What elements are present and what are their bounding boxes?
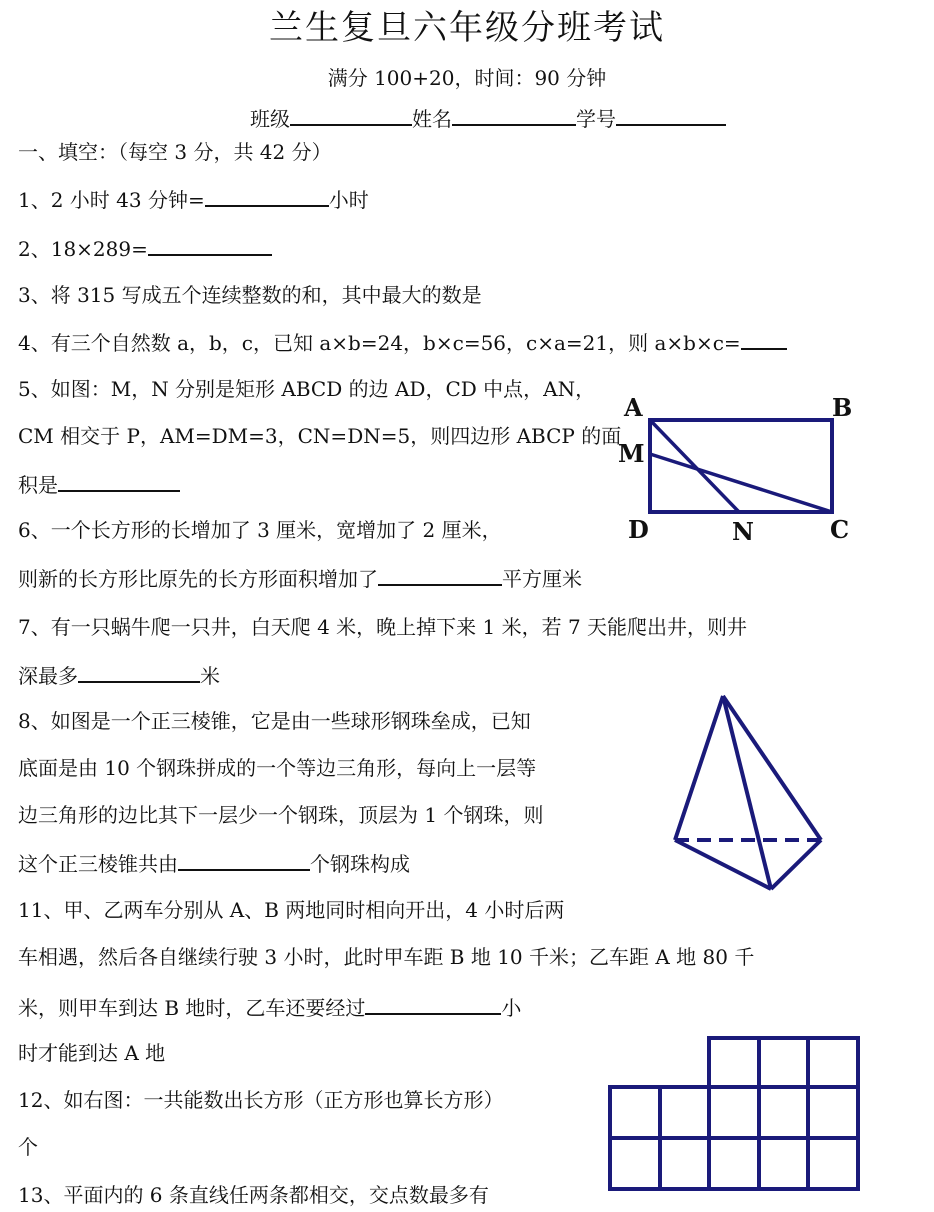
q4-answer-blank[interactable] <box>741 326 787 350</box>
class-label: 班级 <box>250 107 290 131</box>
question-5-line-3 <box>18 468 180 500</box>
question-8-line-1: 8、如图是一个正三棱锥，它是由一些球形钢珠垒成，已知 <box>18 709 531 733</box>
question-8-line-4 <box>18 847 410 879</box>
base-edge-front-left <box>675 840 771 889</box>
question-13: 13、平面内的 6 条直线任两条都相交，交点数最多有 <box>18 1183 489 1207</box>
id-label: 学号 <box>576 107 616 131</box>
q2-text: 2、18×289= <box>18 237 148 261</box>
q5-text: 积是 <box>18 473 58 497</box>
grid-upper-block <box>709 1038 858 1087</box>
grid-figure <box>600 1030 870 1200</box>
question-4 <box>18 326 787 358</box>
question-11-line-3 <box>18 991 521 1023</box>
pyramid-figure <box>660 688 840 898</box>
name-blank[interactable] <box>452 102 576 126</box>
q7-unit: 米 <box>200 664 220 688</box>
label-m: M <box>618 439 645 468</box>
q1-unit: 小时 <box>328 188 369 212</box>
q11-text: 米，则甲车到达 B 地时，乙车还要经过 <box>18 996 366 1020</box>
question-8-line-2: 底面是由 10 个钢珠拼成的一个等边三角形，每向上一层等 <box>18 756 537 780</box>
q6-answer-blank[interactable] <box>378 562 502 586</box>
rectangle-figure <box>600 390 880 550</box>
question-2 <box>18 232 272 264</box>
id-blank[interactable] <box>616 102 726 126</box>
q8-answer-blank[interactable] <box>178 847 310 871</box>
q2-answer-blank[interactable] <box>148 232 272 256</box>
q6-unit: 平方厘米 <box>502 567 582 591</box>
question-11-line-1: 11、甲、乙两车分别从 A、B 两地同时相向开出，4 小时后两 <box>18 898 565 922</box>
question-11-line-2: 车相遇，然后各自继续行驶 3 小时，此时甲车距 B 地 10 千米；乙车距 A 地 80 千 <box>18 945 755 969</box>
q1-answer-blank[interactable] <box>205 183 329 207</box>
segment-an <box>650 420 739 512</box>
q1-text: 1、2 小时 43 分钟= <box>18 188 205 212</box>
exam-subtitle: 满分 100+20，时间：90 分钟 <box>327 66 607 90</box>
question-5-line-2: CM 相交于 P，AM=DM=3，CN=DN=5，则四边形 ABCP 的面 <box>18 424 622 448</box>
student-info-row <box>250 102 726 134</box>
question-7-line-2 <box>18 659 220 691</box>
segment-cm <box>650 454 832 512</box>
base-edge-front-right <box>771 840 821 889</box>
q7-answer-blank[interactable] <box>78 659 200 683</box>
label-d: D <box>628 515 649 544</box>
question-12-line-2: 个 <box>18 1135 38 1159</box>
question-8-line-3: 边三角形的边比其下一层少一个钢珠，顶层为 1 个钢珠，则 <box>18 803 544 827</box>
label-c: C <box>830 515 850 544</box>
label-a: A <box>624 393 643 422</box>
label-n: N <box>732 517 754 546</box>
q4-text: 4、有三个自然数 a，b，c，已知 a×b=24，b×c=56，c×a=21，则 a×b×c= <box>18 331 741 355</box>
pyramid-edge-left <box>675 696 723 840</box>
question-6-line-2 <box>18 562 582 594</box>
question-1 <box>18 183 369 215</box>
exam-title: 兰生复旦六年级分班考试 <box>269 8 665 48</box>
name-label: 姓名 <box>412 107 452 131</box>
class-blank[interactable] <box>290 102 412 126</box>
q7-text: 深最多 <box>18 664 78 688</box>
label-b: B <box>832 393 853 422</box>
q5-answer-blank[interactable] <box>58 468 180 492</box>
rectangle-abcd <box>650 420 832 512</box>
section-heading: 一、填空：（每空 3 分，共 42 分） <box>18 140 332 164</box>
q6-text: 则新的长方形比原先的长方形面积增加了 <box>18 567 378 591</box>
pyramid-edge-right <box>723 696 821 840</box>
q8-text: 这个正三棱锥共由 <box>18 852 178 876</box>
question-12-line-1: 12、如右图：一共能数出长方形（正方形也算长方形） <box>18 1088 504 1112</box>
q11-answer-blank[interactable] <box>365 991 501 1015</box>
q8-unit: 个钢珠构成 <box>310 852 410 876</box>
question-3: 3、将 315 写成五个连续整数的和，其中最大的数是 <box>18 283 482 307</box>
question-7-line-1: 7、有一只蜗牛爬一只井，白天爬 4 米，晚上掉下来 1 米，若 7 天能爬出井，则井 <box>18 615 748 639</box>
question-11-line-4: 时才能到达 A 地 <box>18 1041 166 1065</box>
pyramid-edge-front <box>723 696 771 889</box>
q11-unit: 小 <box>501 996 522 1020</box>
question-6-line-1: 6、一个长方形的长增加了 3 厘米，宽增加了 2 厘米， <box>18 518 502 542</box>
question-5-line-1: 5、如图：M，N 分别是矩形 ABCD 的边 AD，CD 中点，AN， <box>18 377 596 401</box>
